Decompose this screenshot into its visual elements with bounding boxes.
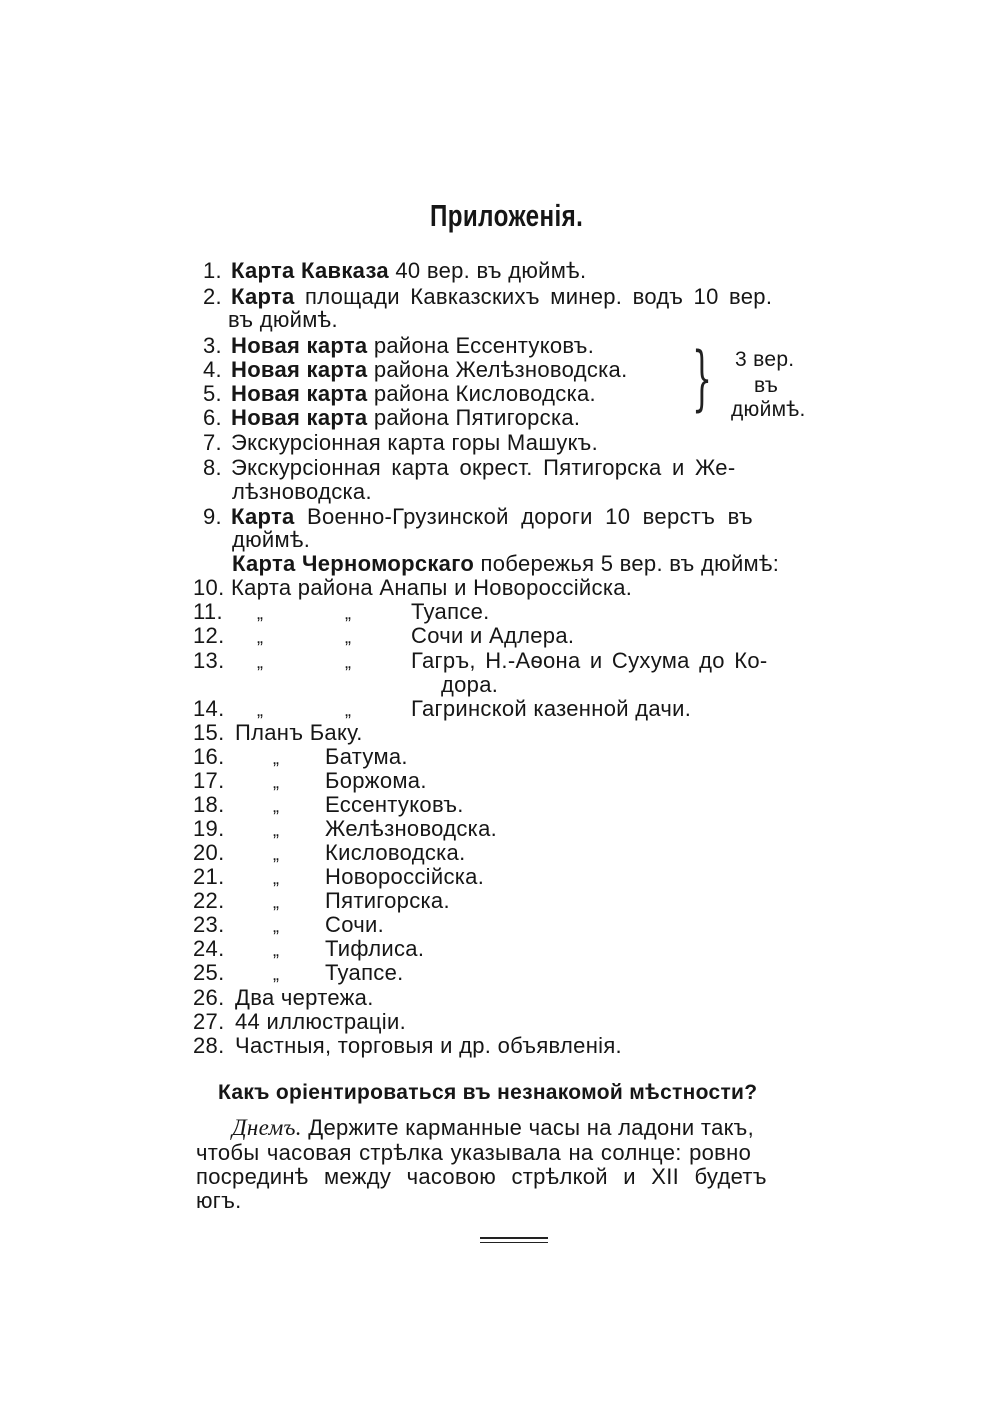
list-item: 10. Карта района Анапы и Новороссійска. [193,575,633,600]
list-item: 15. Планъ Баку. [193,720,363,745]
list-item-continuation: дюймѣ. [232,527,311,552]
list-item: 8. Экскурсіонная карта окрест. Пятигорска и Же- [203,455,736,480]
ornament-rule [480,1237,548,1239]
list-item: 13. „ „ Гагръ, Н.-Аѳона и Сухума до Ко- [193,648,768,673]
section-heading: Какъ оріентироваться въ незнакомой мѣстности? [218,1081,758,1104]
list-item: 7. Экскурсіонная карта горы Машукъ. [203,430,598,455]
list-item: 27. 44 иллюстраціи. [193,1009,406,1034]
ornament-rule [480,1242,548,1243]
curly-brace: } [692,337,713,419]
list-item: 18. „ Ессентуковъ. [193,792,464,817]
list-item: 6. Новая карта района Пятигорска. [203,405,581,430]
list-item: 3. Новая карта района Ессентуковъ. [203,333,595,358]
list-item: 21. „ Новороссійска. [193,864,485,889]
list-item: 17. „ Боржома. [193,768,427,793]
list-item: 1. Карта Кавказа 40 вер. въ дюймѣ. [203,258,587,283]
brace-note-line: дюймѣ. [731,398,806,421]
list-item-continuation: дора. [441,672,499,697]
list-item: 9. Карта Военно-Грузинской дороги 10 верстъ въ [203,504,753,529]
list-item: 25. „ Туапсе. [193,960,404,985]
list-item: 28. Частныя, торговыя и др. объявленія. [193,1033,622,1058]
list-item: 20. „ Кисловодска. [193,840,466,865]
list-item: 12. „ „ Сочи и Адлера. [193,623,575,648]
paragraph-line: югъ. [196,1188,242,1213]
list-item-continuation: въ дюймѣ. [228,307,338,332]
list-item-continuation: лѣзноводска. [232,479,372,504]
paragraph-line: посрединѣ между часовою стрѣлкой и XII будетъ [196,1164,767,1189]
list-item: 16. „ Батума. [193,744,408,769]
page-title: Приложенія. [430,198,584,233]
brace-note-line: 3 вер. [735,348,795,371]
list-item: 22. „ Пятигорска. [193,888,450,913]
list-item: 23. „ Сочи. [193,912,385,937]
paragraph-line: Днемъ. Держите карманные часы на ладони такъ, [232,1115,754,1140]
list-item: 24. „ Тифлиса. [193,936,425,961]
list-item: 5. Новая карта района Кисловодска. [203,381,596,406]
list-item: 11. „ „ Туапсе. [193,599,490,624]
list-item: 2. Карта площади Кавказскихъ минер. водъ 10 вер. [203,284,773,309]
brace-note-line: въ [754,374,779,397]
section-subheading: Карта Черноморскаго побережья 5 вер. въ дюймѣ: [232,551,780,576]
list-item: 4. Новая карта района Желѣзноводска. [203,357,628,382]
list-item: 19. „ Желѣзноводска. [193,816,498,841]
list-item: 26. Два чертежа. [193,985,374,1010]
paragraph-line: чтобы часовая стрѣлка указывала на солнце: ровно [196,1140,752,1165]
list-item: 14. „ „ Гагринской казенной дачи. [193,696,692,721]
